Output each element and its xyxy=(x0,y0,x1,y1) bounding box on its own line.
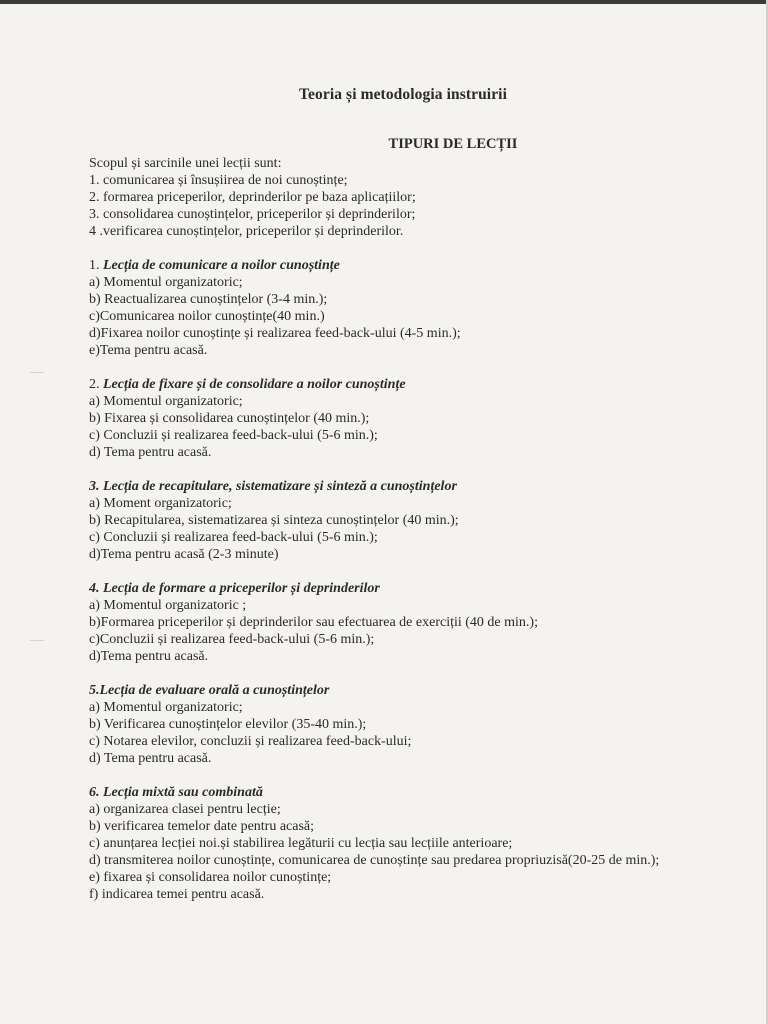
lesson-title xyxy=(89,376,699,393)
lesson-step: b) Fixarea și consolidarea cunoștințelor (40 min.); xyxy=(89,411,370,426)
lesson-step: b) Reactualizarea cunoștințelor (3-4 min.); xyxy=(89,292,328,307)
lesson-step: c) Concluzii și realizarea feed-back-ului (5-6 min.); xyxy=(89,530,378,545)
lesson-block xyxy=(89,257,699,359)
lesson-step: b) verificarea temelor date pentru acasă; xyxy=(89,819,315,834)
lesson-step: d) transmiterea noilor cunoștințe, comunicarea de cunoștințe sau predarea propriuzisă(20-25 de min.); xyxy=(89,853,660,868)
lesson-block xyxy=(89,580,699,665)
lesson-title xyxy=(89,257,699,274)
lesson-title xyxy=(89,478,699,495)
lesson-step: e) fixarea și consolidarea noilor cunoștințe; xyxy=(89,870,332,885)
intro-block xyxy=(89,155,699,240)
intro-lead: Scopul și sarcinile unei lecții sunt: xyxy=(89,156,282,171)
scan-punch-mark xyxy=(30,372,44,373)
lesson-number: 2. xyxy=(89,377,103,392)
lesson-title xyxy=(89,784,699,801)
intro-item: 3. consolidarea cunoștințelor, priceperilor și deprinderilor; xyxy=(89,207,416,222)
lesson-title-text: Lecția de evaluare orală a cunoștințelor xyxy=(99,683,330,698)
lesson-step: c) Concluzii și realizarea feed-back-ului (5-6 min.); xyxy=(89,428,378,443)
lesson-title-text: Lecția mixtă sau combinată xyxy=(103,785,263,800)
lesson-block xyxy=(89,784,699,903)
lesson-step: c)Concluzii și realizarea feed-back-ului (5-6 min.); xyxy=(89,632,375,647)
lesson-title-text: Lecția de comunicare a noilor cunoștințe xyxy=(103,258,340,273)
scan-top-edge xyxy=(0,0,768,4)
lesson-step: d) Tema pentru acasă. xyxy=(89,751,212,766)
lesson-step: a) Momentul organizatoric; xyxy=(89,700,243,715)
lesson-step: c) Notarea elevilor, concluzii și realizarea feed-back-ului; xyxy=(89,734,412,749)
lesson-step: a) Momentul organizatoric; xyxy=(89,275,243,290)
document-page xyxy=(89,86,699,920)
lesson-step: a) Momentul organizatoric ; xyxy=(89,598,247,613)
lesson-step: a) Momentul organizatoric; xyxy=(89,394,243,409)
lesson-step: e)Tema pentru acasă. xyxy=(89,343,208,358)
lesson-number: 1. xyxy=(89,258,103,273)
lesson-number: 5. xyxy=(89,683,100,698)
intro-item: 4 .verificarea cunoștințelor, priceperilor și deprinderilor. xyxy=(89,224,404,239)
lesson-title-text: Lecția de recapitulare, sistematizare și sinteză a cunoștințelor xyxy=(103,479,457,494)
lesson-number: 3. xyxy=(89,479,103,494)
lesson-step: c)Comunicarea noilor cunoștințe(40 min.) xyxy=(89,309,325,324)
lesson-step: b) Verificarea cunoștințelor elevilor (35-40 min.); xyxy=(89,717,367,732)
lesson-number: 6. xyxy=(89,785,103,800)
lesson-step: b) Recapitularea, sistematizarea și sinteza cunoștințelor (40 min.); xyxy=(89,513,459,528)
intro-item: 1. comunicarea și însușiirea de noi cunoștințe; xyxy=(89,173,348,188)
lesson-block xyxy=(89,376,699,461)
lesson-step: d)Tema pentru acasă. xyxy=(89,649,209,664)
scan-punch-mark xyxy=(30,640,44,641)
document-title: Teoria și metodologia instruirii xyxy=(299,86,507,103)
lesson-block xyxy=(89,478,699,563)
lesson-step: c) anunțarea lecției noi.și stabilirea legăturii cu lecția sau lecțiile anterioare; xyxy=(89,836,513,851)
lesson-step: d)Fixarea noilor cunoștințe și realizarea feed-back-ului (4-5 min.); xyxy=(89,326,461,341)
lesson-step: a) Moment organizatoric; xyxy=(89,496,232,511)
lesson-title-text: Lecția de fixare și de consolidare a noilor cunoștințe xyxy=(103,377,406,392)
section-heading: TIPURI DE LECȚII xyxy=(388,136,518,152)
lesson-number: 4. xyxy=(89,581,103,596)
lesson-title xyxy=(89,682,699,699)
lesson-title-text: Lecția de formare a priceperilor și deprinderilor xyxy=(103,581,380,596)
lesson-step: d) Tema pentru acasă. xyxy=(89,445,212,460)
lesson-step: d)Tema pentru acasă (2-3 minute) xyxy=(89,547,279,562)
lesson-title xyxy=(89,580,699,597)
lesson-block xyxy=(89,682,699,767)
intro-item: 2. formarea priceperilor, deprinderilor pe baza aplicațiilor; xyxy=(89,190,416,205)
lesson-step: a) organizarea clasei pentru lecție; xyxy=(89,802,281,817)
lesson-step: b)Formarea priceperilor și deprinderilor sau efectuarea de exerciții (40 de min.); xyxy=(89,615,538,630)
lesson-step: f) indicarea temei pentru acasă. xyxy=(89,887,265,902)
